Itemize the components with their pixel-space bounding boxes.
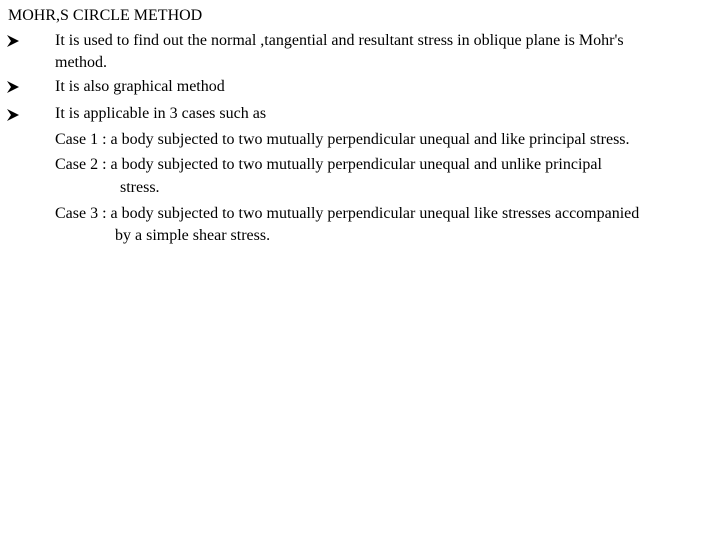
bullet-1-line-2: method. bbox=[55, 54, 107, 71]
case-2-line-1: Case 2 : a body subjected to two mutually perpendicular unequal and unlike principal bbox=[55, 156, 602, 173]
case-3-line-1: Case 3 : a body subjected to two mutually perpendicular unequal like stresses accompanied bbox=[55, 205, 640, 222]
arrowhead-bullet-icon bbox=[6, 34, 20, 48]
case-3-line-2: by a simple shear stress. bbox=[115, 227, 271, 244]
bullet-3-line-1: It is applicable in 3 cases such as bbox=[55, 105, 267, 122]
case-1-line-1: Case 1 : a body subjected to two mutually perpendicular unequal and like principal stress. bbox=[55, 131, 630, 148]
arrowhead-bullet-icon bbox=[6, 108, 20, 122]
bullet-1-line-1: It is used to find out the normal ,tangential and resultant stress in oblique plane is Mohr's bbox=[55, 32, 624, 49]
case-2-line-2: stress. bbox=[120, 179, 160, 196]
bullet-2-line-1: It is also graphical method bbox=[55, 78, 225, 95]
arrowhead-bullet-icon bbox=[6, 80, 20, 94]
page-title: MOHR,S CIRCLE METHOD bbox=[8, 7, 203, 24]
